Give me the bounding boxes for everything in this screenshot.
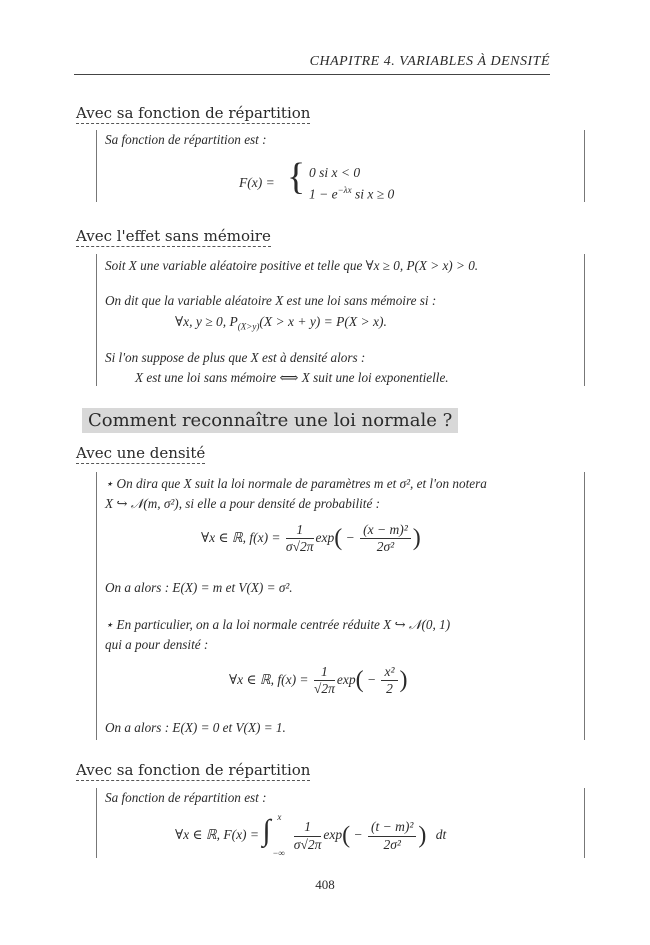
box-cdf-exponential — [96, 130, 585, 202]
running-header — [74, 52, 550, 75]
standard-normal-moments: On a alors : E(X) = 0 et V(X) = 1. — [105, 720, 286, 735]
memoryless-line-1: Soit X une variable aléatoire positive et telle que ∀x ≥ 0, P(X > x) > 0. — [105, 258, 479, 273]
memoryless-line-2: On dit que la variable aléatoire X est une loi sans mémoire si : — [105, 293, 437, 308]
standard-normal-line-2: qui a pour densité : — [105, 637, 209, 652]
section-title: Comment reconnaître une loi normale ? — [82, 408, 458, 433]
cdf-case-1: 0 si x < 0 — [309, 165, 361, 180]
normal-cdf-intro: Sa fonction de répartition est : — [105, 790, 267, 805]
heading-memoryless: Avec l'effet sans mémoire — [76, 227, 271, 245]
box-normal-density — [96, 472, 585, 740]
chapter-title: CHAPITRE 4. VARIABLES À DENSITÉ — [309, 54, 550, 69]
normal-cdf-formula: ∀x ∈ ℝ, F(x) = ∫ x −∞ $\frac{1}{\sigma√2\pi}$ exp( − $\frac{\text{(t − m)²}}{\text{2σ²}}$ ) dt — [175, 812, 447, 858]
normal-moments: On a alors : E(X) = m et V(X) = σ². — [105, 580, 293, 595]
heading-density: Avec une densité — [76, 444, 206, 462]
cdf-lhs: F(x) = — [239, 175, 275, 190]
brace: { — [287, 156, 306, 198]
heading-cdf: Avec sa fonction de répartition — [76, 104, 311, 122]
normal-def-line-1: ⋆ On dira que X suit la loi normale de paramètres m et σ², et l'on notera — [105, 476, 487, 491]
page-number: 408 — [315, 877, 335, 892]
standard-normal-line-1: ⋆ En particulier, on a la loi normale centrée réduite X ↪ 𝒩(0, 1) — [105, 617, 451, 632]
cdf-case-2: $1 - e^{-\lambda x}$ si x ≥ 0 — [309, 185, 395, 202]
normal-density-formula: ∀x ∈ ℝ, f(x) = $\frac{1}{\sigma√2\pi}$ exp( − $\frac{\text{(x − m)²}}{\text{2σ²}}$ ) — [201, 522, 421, 555]
memoryless-line-3: Si l'on suppose de plus que X est à densité alors : — [105, 350, 366, 365]
standard-normal-formula: ∀x ∈ ℝ, f(x) = $\frac{1}{√2\pi}$ exp( − $\frac{\text{x²}}{2}$ ) — [229, 664, 408, 697]
memoryless-line-4: X est une loi sans mémoire ⟺ X suit une loi exponentielle. — [135, 370, 449, 385]
box-memoryless — [96, 254, 585, 386]
heading-normal-cdf: Avec sa fonction de répartition — [76, 761, 311, 779]
normal-def-line-2: X ↪ 𝒩(m, σ²), si elle a pour densité de probabilité : — [105, 496, 381, 511]
cdf-intro: Sa fonction de répartition est : — [105, 132, 267, 147]
box-normal-cdf — [96, 788, 585, 858]
memoryless-formula: ∀x, y ≥ 0, $P_{(X>y)}(X > x + y) = P(X > x)$. — [175, 314, 387, 332]
